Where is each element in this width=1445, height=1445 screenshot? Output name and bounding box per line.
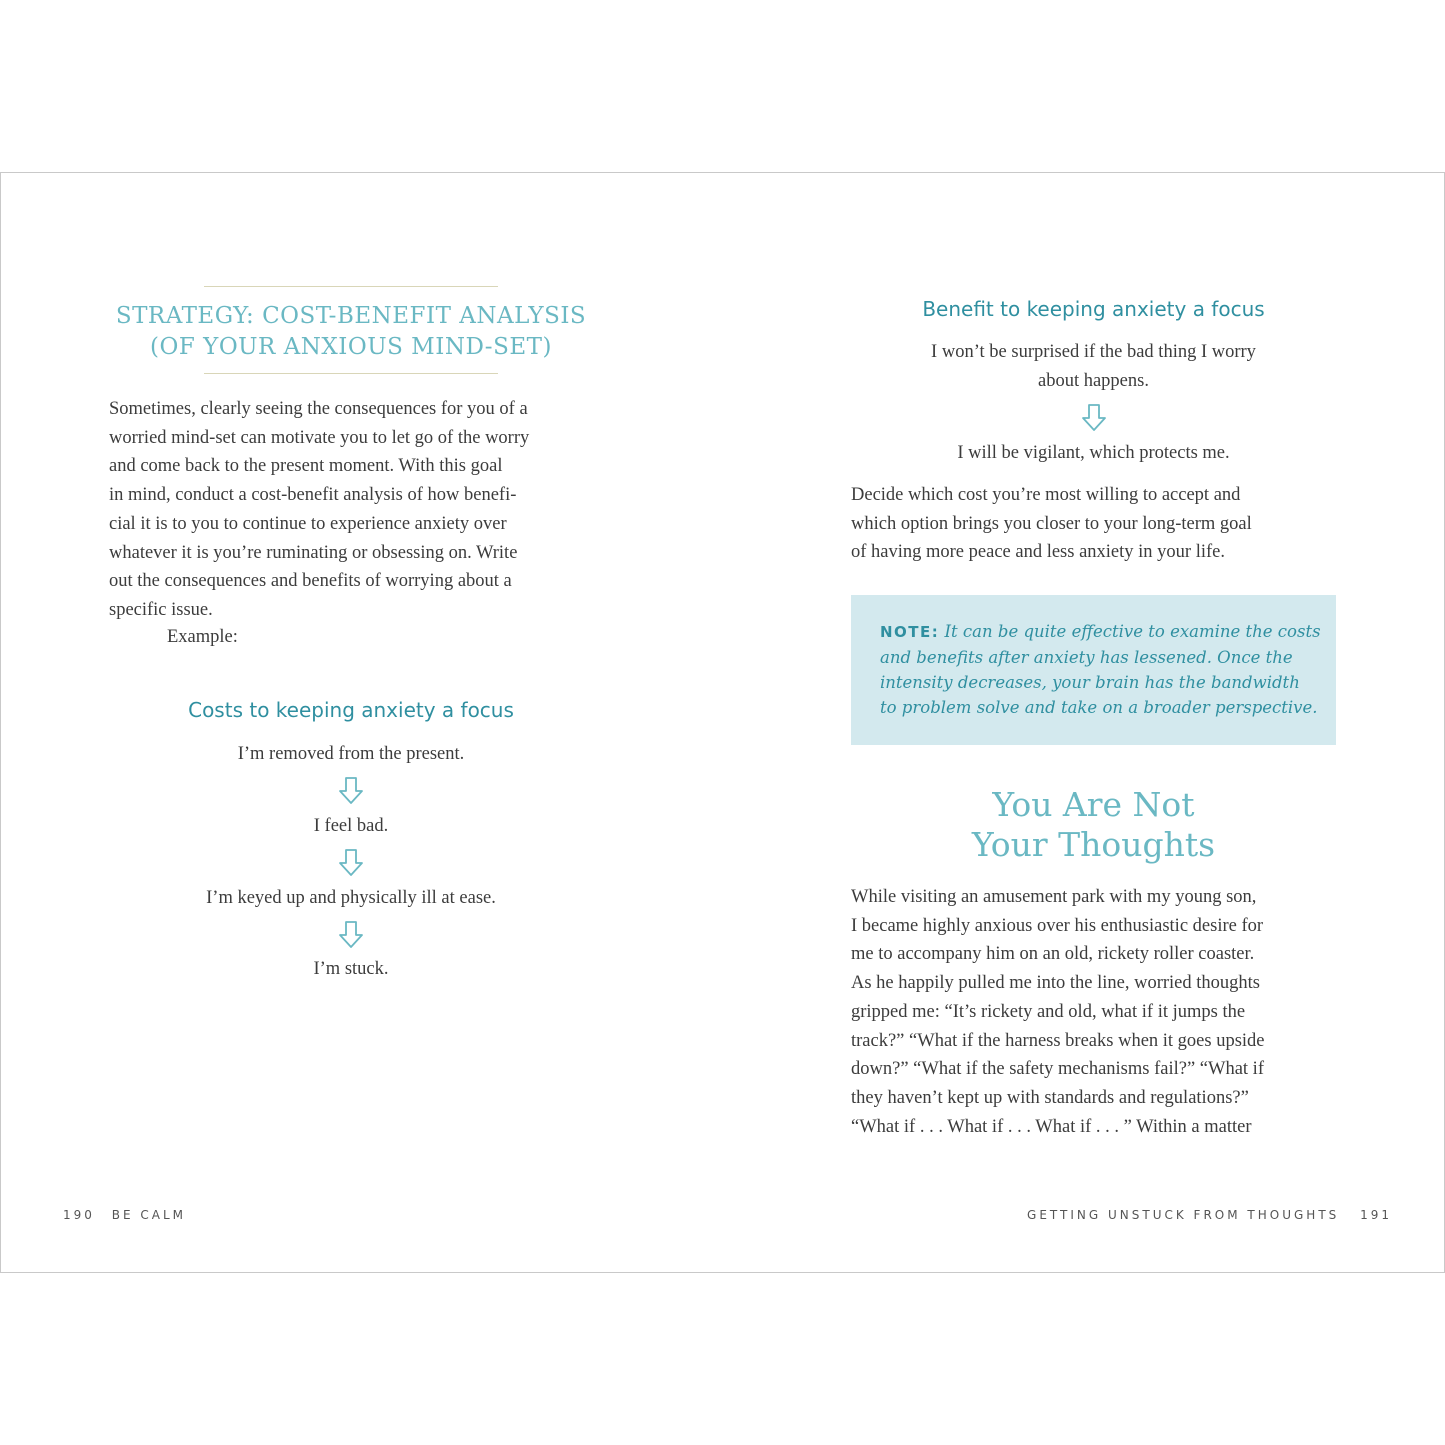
note-label: NOTE: bbox=[880, 623, 940, 641]
book-spread bbox=[0, 172, 1445, 1273]
title-bottom-rule bbox=[204, 373, 498, 374]
running-head: BE CALM bbox=[111, 1208, 186, 1222]
cost-step: I’m keyed up and physically ill at ease. bbox=[206, 888, 496, 908]
cost-step: I feel bad. bbox=[313, 816, 389, 836]
story-paragraph: While visiting an amusement park with my young son, I became highly anxious over his enthusiastic desire for me to accompany him on an old, rickety roller coaster. As he happily pulled me into the line, worried thoughts gripped me: “It’s rickety and old, what if it jumps the track?” “What if the harness breaks when it goes upside down?” “What if the safety mechanisms fail?” “What if they haven’t kept up with standards and regulations?” “What if . . . What if . . . What if . . . ” Within a matter bbox=[851, 887, 1265, 1137]
right-footer bbox=[1027, 1208, 1392, 1222]
cost-step: I’m removed from the present. bbox=[237, 744, 465, 764]
page-number: 191 bbox=[1360, 1208, 1392, 1222]
down-arrow-icon bbox=[1081, 403, 1107, 433]
strategy-title: STRATEGY: COST-BENEFIT ANALYSIS (OF YOUR ANXIOUS MIND-SET) bbox=[115, 303, 587, 360]
decide-paragraph: Decide which cost you’re most willing to accept and which option brings you closer to your long-term goal of having more peace and less anxiety in your life. bbox=[851, 485, 1252, 563]
down-arrow-icon bbox=[338, 920, 364, 950]
costs-heading: Costs to keeping anxiety a focus bbox=[188, 698, 514, 722]
example-label: Example: bbox=[167, 627, 238, 647]
benefit-step-continued: about happens. bbox=[1038, 371, 1149, 391]
section-title: You Are Not Your Thoughts bbox=[971, 785, 1216, 864]
down-arrow-icon bbox=[338, 848, 364, 878]
note-box bbox=[851, 595, 1336, 745]
benefit-step: I won’t be surprised if the bad thing I worry bbox=[931, 342, 1256, 362]
benefit-heading: Benefit to keeping anxiety a focus bbox=[922, 297, 1265, 321]
running-head: GETTING UNSTUCK FROM THOUGHTS bbox=[1027, 1208, 1340, 1222]
benefit-step: I will be vigilant, which protects me. bbox=[957, 443, 1230, 463]
note-text: NOTE: It can be quite effective to examine the costs and benefits after anxiety has lessened. Once the intensity decreases, your brain has the bandwidth to problem solve and take on a broader perspective. bbox=[880, 622, 1321, 717]
left-footer bbox=[63, 1208, 186, 1222]
title-top-rule bbox=[204, 286, 498, 287]
page-number: 190 bbox=[63, 1208, 95, 1222]
intro-paragraph: Sometimes, clearly seeing the consequences for you of a worried mind-set can motivate you to let go of the worry and come back to the present moment. With this goal in mind, conduct a cost-benefit analysis of how benefi- cial it is to you to continue to experience anxiety over whatever it is you’re ruminating or obsessing on. Write out the consequences and benefits of worrying about a specific issue. bbox=[109, 399, 530, 620]
cost-step: I’m stuck. bbox=[313, 959, 389, 979]
down-arrow-icon bbox=[338, 776, 364, 806]
